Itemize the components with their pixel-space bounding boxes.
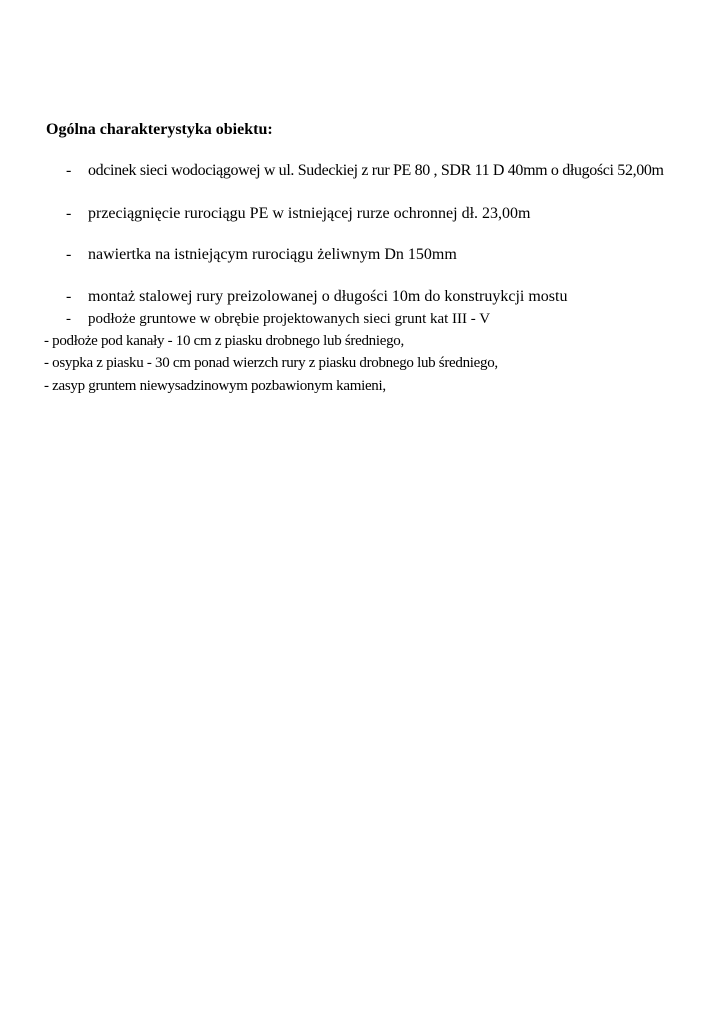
bullet-item-pipe-pulling bbox=[66, 205, 531, 223]
bullet-marker: - bbox=[66, 162, 71, 179]
bullet-marker: - bbox=[66, 205, 72, 222]
bullet-marker: - bbox=[66, 246, 72, 263]
text-line-bedding: - podłoże pod kanały - 10 cm z piasku drobnego lub średniego, bbox=[44, 333, 404, 349]
bullet-item-tapping bbox=[66, 246, 457, 264]
bullet-text: podłoże gruntowe w obrębie projektowanych sieci grunt kat III - V bbox=[88, 311, 491, 327]
bullet-text: nawiertka na istniejącym rurociągu żeliwnym Dn 150mm bbox=[88, 246, 457, 263]
bullet-marker: - bbox=[66, 288, 72, 305]
bullet-item-preinsulated-pipe bbox=[66, 288, 567, 306]
text-line-pipe-cover: - osypka z piasku - 30 cm ponad wierzch rury z piasku drobnego lub średniego, bbox=[44, 355, 498, 371]
bullet-item-soil-category bbox=[66, 311, 490, 328]
section-heading: Ogólna charakterystyka obiektu: bbox=[46, 121, 273, 138]
bullet-item-network-section bbox=[66, 162, 664, 180]
bullet-text: odcinek sieci wodociągowej w ul. Sudeckiej z rur PE 80 , SDR 11 D 40mm o długości 52,00m bbox=[88, 162, 664, 179]
text-line-backfill: - zasyp gruntem niewysadzinowym pozbawionym kamieni, bbox=[44, 378, 386, 394]
bullet-marker: - bbox=[66, 311, 71, 327]
bullet-text: przeciągnięcie rurociągu PE w istniejącej rurze ochronnej dł. 23,00m bbox=[88, 205, 531, 222]
bullet-text: montaż stalowej rury preizolowanej o długości 10m do konstruykcji mostu bbox=[88, 288, 568, 305]
